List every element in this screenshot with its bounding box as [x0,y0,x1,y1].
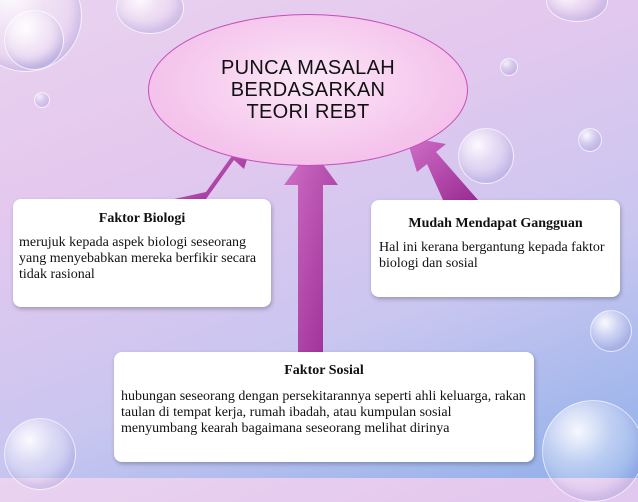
box-text: merujuk kepada aspek biologi seseorang yang menyebabkan mereka berfikir secara tidak rasional [19,235,257,282]
box-faktor-biologi [13,199,271,307]
center-title: PUNCA MASALAH BERDASARKAN TEORI REBT [221,57,395,123]
box-mudah-mendapat-gangguan [371,200,620,297]
arrow-mudah-to-center [406,137,478,200]
box-heading: Faktor Sosial [284,363,364,378]
center-ellipse [148,14,468,166]
arrow-sosial-to-center [284,148,338,352]
box-text: hubungan seseorang dengan persekitarannya seperti ahli keluarga, rakan taulan di tempat kerja, rumah ibadah, atau kumpulan sosial menyumbang kearah bagaimana seseorang melihat dirinya [121,389,526,436]
box-faktor-sosial [114,352,534,462]
box-heading: Mudah Mendapat Gangguan [408,216,583,231]
box-text: Hal ini kerana bergantung kepada faktor biologi dan sosial [379,240,605,271]
box-heading: Faktor Biologi [98,211,186,226]
